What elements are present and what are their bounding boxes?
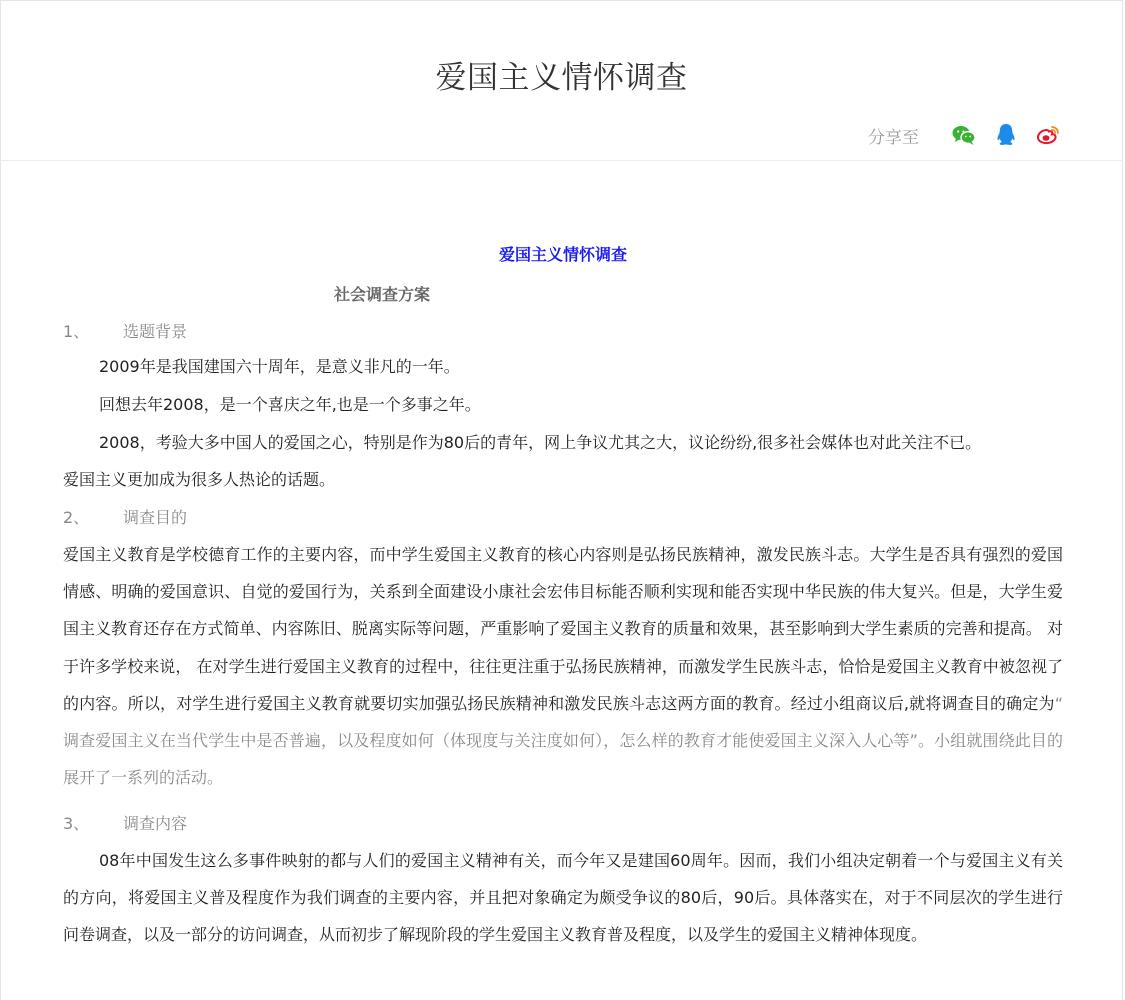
section-heading: 2、 调查目的 <box>63 508 188 527</box>
paragraph: 爱国主义教育是学校德育工作的主要内容，而中学生爱国主义教育的核心内容则是弘扬民族精神，激发民族斗志。大学生是否具有强烈的爱国情感、明确的爱国意识、自觉的爱国行为，关系到全面建设小康社会宏伟目标能否顺利实现和能否实现中华民族的伟大复兴。但是，大学生爱国主义教育还存在方式简单、内容陈旧、脱离实际等问题，严重影响了爱国主义教育的质量和效果，甚至影响到大学生素质的完善和提高。 对于许多学校来说， 在对学生进行爱国主义教育的过程中，往往更注重于弘扬民族精神，而激发学生民族斗志，恰恰是爱国主义教育中被忽视了的内容。所以，对学生进行爱国主义教育就要切实加强弘扬民族精神和激发民族斗志这两方面的教育。经过小组商议后,就将调查目的确定为“ 调查爱国主义在当代学生中是否普遍，以及程度如何（体现度与关注度如何），怎么样的教育才能使爱国主义深入人心等”。小组就围绕此目的展开了一系列的活动。 <box>63 545 1063 788</box>
section-heading: 1、 选题背景 <box>63 322 188 341</box>
document-subtitle: 社会调查方案 <box>334 285 431 304</box>
paragraph: 爱国主义更加成为很多人热论的话题。 <box>63 470 336 489</box>
wechat-icon[interactable] <box>951 122 977 148</box>
page-header <box>0 0 1123 161</box>
paragraph: 08年中国发生这么多事件映射的都与人们的爱国主义精神有关，而今年又是建国60周年。因而，我们小组决定朝着一个与爱国主义有关的方向，将爱国主义普及程度作为我们调查的主要内容，并且把对象确定为颇受争议的80后，90后。具体落实在，对于不同层次的学生进行问卷调查，以及一部分的访问调查，从而初步了解现阶段的学生爱国主义教育普及程度，以及学生的爱国主义精神体现度。 <box>63 851 1063 945</box>
paragraph: 2009年是我国建国六十周年，是意义非凡的一年。 <box>99 357 460 376</box>
purpose-quote: “ 调查爱国主义在当代学生中是否普遍，以及程度如何（体现度与关注度如何），怎么样的教育才能使爱国主义深入人心等”。小组就围绕此目的展开了一系列的活动。 <box>63 693 1063 788</box>
share-bar <box>868 120 1061 150</box>
share-label: 分享至 <box>868 127 919 148</box>
paragraph: 2008，考验大多中国人的爱国之心，特别是作为80后的青年，网上争议尤其之大，议论纷纷,很多社会媒体也对此关注不已。 <box>99 433 982 452</box>
section-heading: 3、 调查内容 <box>63 814 188 833</box>
document-title: 爱国主义情怀调查 <box>498 245 627 264</box>
weibo-icon[interactable] <box>1035 122 1061 148</box>
page-title: 爱国主义情怀调查 <box>435 60 688 96</box>
qq-icon[interactable] <box>993 122 1019 148</box>
paragraph: 回想去年2008，是一个喜庆之年,也是一个多事之年。 <box>99 395 481 414</box>
